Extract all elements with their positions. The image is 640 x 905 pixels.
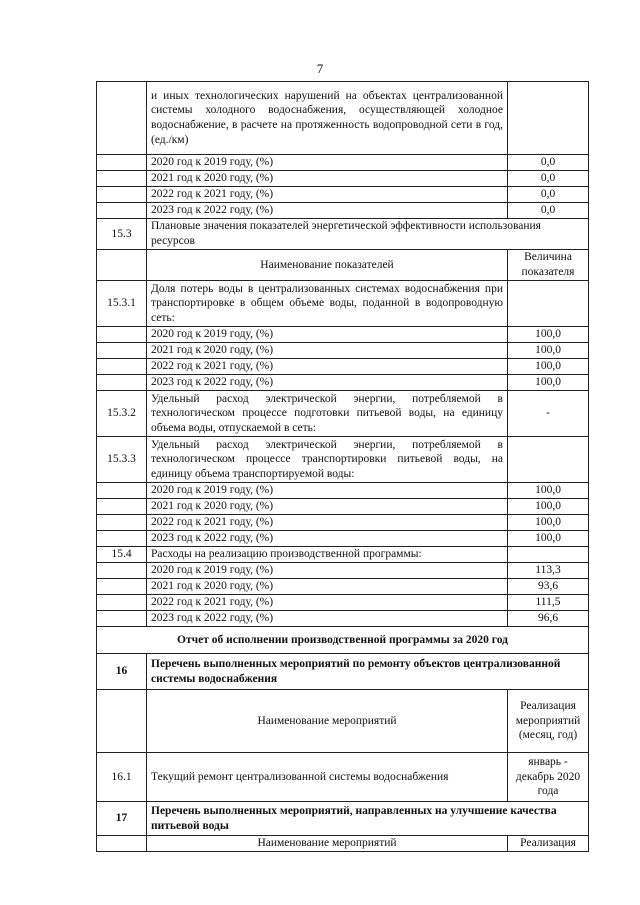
table-row xyxy=(97,563,589,579)
table-row xyxy=(97,579,589,595)
year-label: 2021 год к 2020 году, (%) xyxy=(147,343,508,359)
year-value: 96,6 xyxy=(508,611,589,627)
year-label: 2023 год к 2022 году, (%) xyxy=(147,203,508,219)
section-15-3-row xyxy=(97,219,589,250)
year-label: 2020 год к 2019 году, (%) xyxy=(147,327,508,343)
section-title: Перечень выполненных мероприятий по ремонту объектов централизованной системы водоснабжения xyxy=(147,654,589,690)
year-label: 2020 год к 2019 году, (%) xyxy=(147,563,508,579)
year-value: 100,0 xyxy=(508,515,589,531)
section-17-row xyxy=(97,802,589,836)
year-value: 0,0 xyxy=(508,203,589,219)
year-value: 100,0 xyxy=(508,499,589,515)
year-value: 0,0 xyxy=(508,187,589,203)
section-title: Перечень выполненных мероприятий, направленных на улучшение качества питьевой воды xyxy=(147,802,589,836)
section-16-1-row xyxy=(97,753,589,802)
column-header-value: Величина показателя xyxy=(508,250,589,281)
year-label: 2022 год к 2021 году, (%) xyxy=(147,595,508,611)
header-row xyxy=(97,250,589,281)
activity-text: Текущий ремонт централизованной системы водоснабжения xyxy=(147,753,508,802)
continuation-text: и иных технологических нарушений на объектах централизованной системы холодного водоснабжения, осуществляющей холодное водоснабжение, в расчете на протяженность водопроводной сети в год, (ед./км) xyxy=(147,82,508,155)
year-value: 0,0 xyxy=(508,155,589,171)
column-header-name: Наименование мероприятий xyxy=(147,836,508,852)
table-row xyxy=(97,611,589,627)
section-15-4-row xyxy=(97,547,589,563)
table-row xyxy=(97,187,589,203)
column-header-name: Наименование мероприятий xyxy=(147,690,508,753)
table-row xyxy=(97,343,589,359)
year-label: 2020 год к 2019 году, (%) xyxy=(147,155,508,171)
header-row xyxy=(97,836,589,852)
year-value: 93,6 xyxy=(508,579,589,595)
year-value: 113,3 xyxy=(508,563,589,579)
section-number: 15.3.2 xyxy=(97,391,147,437)
table-row xyxy=(97,171,589,187)
year-label: 2021 год к 2020 году, (%) xyxy=(147,579,508,595)
column-header-value: Реализация мероприятий (месяц, год) xyxy=(508,690,589,753)
section-number: 15.3 xyxy=(97,219,147,250)
year-label: 2023 год к 2022 году, (%) xyxy=(147,611,508,627)
table-row xyxy=(97,499,589,515)
section-16-row xyxy=(97,654,589,690)
section-number: 15.3.1 xyxy=(97,281,147,327)
section-number: 16.1 xyxy=(97,753,147,802)
table-row xyxy=(97,327,589,343)
indicator-text: Удельный расход электрической энергии, потребляемой в технологическом процессе подготовки питьевой воды, на единицу объема воды, отпускаемой в сеть: xyxy=(147,391,508,437)
year-label: 2023 год к 2022 году, (%) xyxy=(147,375,508,391)
year-value: 111,5 xyxy=(508,595,589,611)
column-header-name: Наименование показателей xyxy=(147,250,508,281)
table-row xyxy=(97,595,589,611)
table-row xyxy=(97,483,589,499)
report-title: Отчет об исполнении производственной программы за 2020 год xyxy=(97,627,589,654)
year-value: 100,0 xyxy=(508,483,589,499)
year-value: 100,0 xyxy=(508,327,589,343)
year-value: 100,0 xyxy=(508,531,589,547)
table-row xyxy=(97,531,589,547)
section-title: Плановые значения показателей энергетической эффективности использования ресурсов xyxy=(147,219,589,250)
year-label: 2021 год к 2020 году, (%) xyxy=(147,499,508,515)
indicator-text: Расходы на реализацию производственной программы: xyxy=(147,547,508,563)
section-15-3-2-row xyxy=(97,391,589,437)
activity-period: январь - декабрь 2020 года xyxy=(508,753,589,802)
section-15-3-3-row xyxy=(97,437,589,483)
table-row xyxy=(97,359,589,375)
table-row xyxy=(97,375,589,391)
section-number: 15.4 xyxy=(97,547,147,563)
page-number: 7 xyxy=(316,61,324,76)
continuation-row xyxy=(97,82,589,155)
section-number: 16 xyxy=(97,654,147,690)
section-number: 17 xyxy=(97,802,147,836)
indicator-text: Доля потерь воды в централизованных системах водоснабжения при транспортировке в общем объеме воды, поданной в водопроводную сеть: xyxy=(147,281,508,327)
section-number: 15.3.3 xyxy=(97,437,147,483)
year-label: 2022 год к 2021 году, (%) xyxy=(147,359,508,375)
column-header-value: Реализация xyxy=(508,836,589,852)
year-label: 2022 год к 2021 году, (%) xyxy=(147,515,508,531)
table-row xyxy=(97,155,589,171)
table-row xyxy=(97,515,589,531)
year-label: 2021 год к 2020 году, (%) xyxy=(147,171,508,187)
section-15-3-1-row xyxy=(97,281,589,327)
indicators-table xyxy=(96,81,589,852)
year-label: 2022 год к 2021 году, (%) xyxy=(147,187,508,203)
year-label: 2020 год к 2019 году, (%) xyxy=(147,483,508,499)
year-value: 100,0 xyxy=(508,343,589,359)
year-label: 2023 год к 2022 году, (%) xyxy=(147,531,508,547)
indicator-value: - xyxy=(508,391,589,437)
indicator-text: Удельный расход электрической энергии, потребляемой в технологическом процессе транспортировки питьевой воды, на единицу объема транспортируемой воды: xyxy=(147,437,508,483)
year-value: 0,0 xyxy=(508,171,589,187)
year-value: 100,0 xyxy=(508,359,589,375)
report-title-row xyxy=(97,627,589,654)
header-row xyxy=(97,690,589,753)
year-value: 100,0 xyxy=(508,375,589,391)
table-row xyxy=(97,203,589,219)
